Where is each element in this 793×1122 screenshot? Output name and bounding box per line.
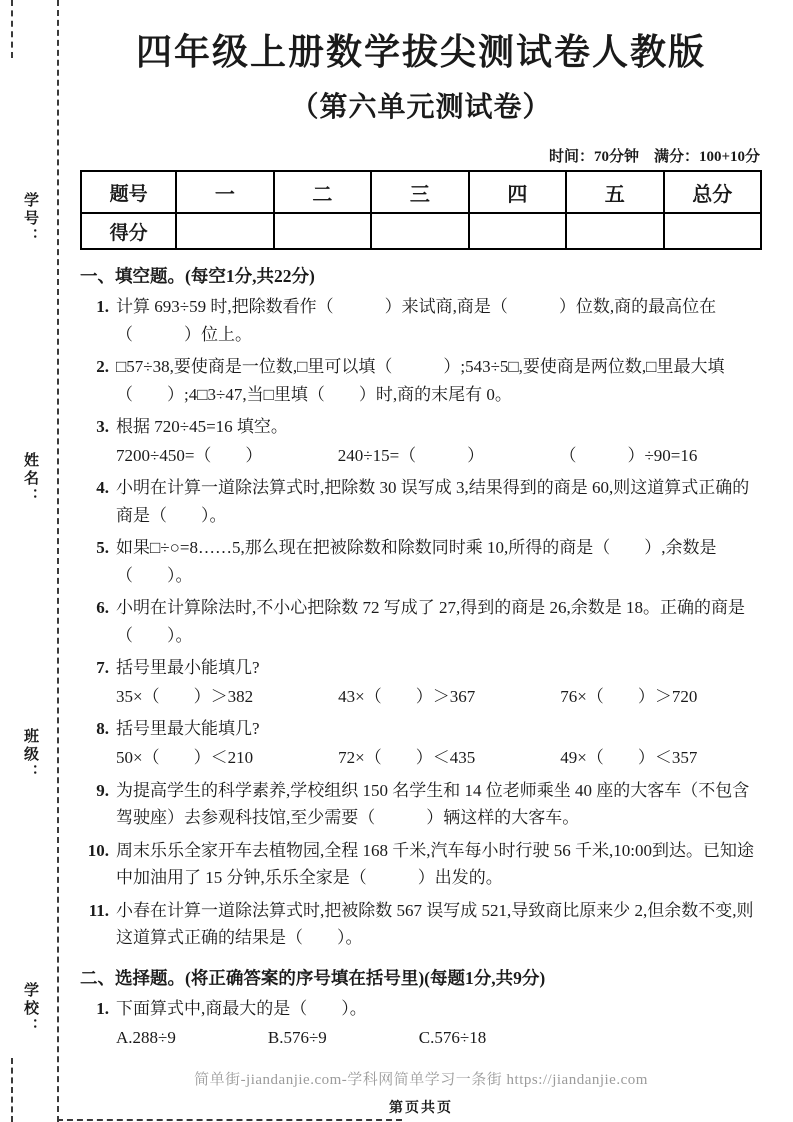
student-name-label: 姓名： (22, 452, 38, 506)
equation-blank: 49×（ ）＜357 (560, 747, 698, 767)
question-text: 小明在计算除法时,不小心把除数 72 写成了 27,得到的商是 26,余数是 18。正确的商是（ ）。 (116, 598, 745, 645)
section2-title: 二、选择题。(将正确答案的序号填在括号里)(每题1分,共9分) (80, 967, 546, 988)
question-text: 小明在计算一道除法算式时,把除数 30 误写成 3,结果得到的商是 60,则这道算式正确的商是（ ）。 (116, 478, 750, 525)
section2-question-1 (80, 995, 762, 1052)
score-cell-empty (274, 213, 371, 249)
question-number: 11. (88, 900, 109, 920)
score-cell-empty (371, 213, 468, 249)
question-text: 小春在计算一道除法算式时,把被除数 567 误写成 521,导致商比原来少 2,但余数不变,则这道算式正确的结果是（ ）。 (116, 900, 754, 948)
score-table-header-cell: 题号 (81, 171, 176, 213)
question-9 (80, 777, 762, 832)
question-text: 下面算式中,商最大的是（ ）。 (116, 998, 367, 1018)
question-8 (80, 715, 762, 771)
equation-blank: 72×（ ）＜435 (338, 747, 476, 767)
score-row-label: 得分 (81, 213, 176, 249)
page-number-label: 第页共页 (389, 1100, 453, 1116)
score-table-header-cell: 四 (469, 171, 566, 213)
score-table-score-row (81, 213, 761, 249)
score-cell-empty (566, 213, 663, 249)
question-text: 计算 693÷59 时,把除数看作（ ）来试商,商是（ ）位数,商的最高位在（ ）位上。 (116, 297, 717, 344)
question-11 (80, 897, 762, 952)
score-table-header-row (81, 171, 761, 213)
choice-option-a: A.288÷9 (116, 1028, 176, 1048)
question-text: 如果□÷○=8……5,那么现在把被除数和除数同时乘 10,所得的商是（ ）,余数是（ ）。 (116, 538, 717, 585)
equation-blank: 7200÷450=（ ） (116, 445, 263, 465)
question-equations-row (116, 442, 697, 470)
question-text: 为提高学生的科学素养,学校组织 150 名学生和 14 位老师乘坐 40 座的大客车（不包含驾驶座）去参观科技馆,至少需要（ ）辆这样的大客车。 (116, 780, 750, 828)
question-number: 4. (96, 478, 109, 498)
paper-title: 四年级上册数学拔尖测试卷人教版 (135, 31, 706, 72)
question-equations-row (116, 683, 697, 711)
question-number: 10. (87, 840, 109, 860)
time-and-score-info: 时间：70分钟 满分：100+10分 (548, 149, 760, 165)
student-class-label: 班级： (22, 728, 38, 782)
choice-option-c: C.576÷18 (418, 1028, 487, 1048)
question-number: 8. (96, 719, 109, 739)
question-number: 2. (96, 357, 109, 377)
equation-blank: 35×（ ）＞382 (116, 686, 254, 706)
student-school-label: 学校： (22, 982, 38, 1036)
student-id-label: 学号： (22, 192, 38, 246)
question-number: 7. (96, 658, 109, 678)
score-cell-empty (176, 213, 273, 249)
question-number: 6. (96, 598, 109, 618)
question-text: 括号里最小能填几? (116, 658, 260, 678)
page-edge-dash-top (11, 0, 13, 58)
question-5 (80, 534, 762, 589)
question-number: 3. (96, 417, 109, 437)
question-number: 1. (96, 998, 109, 1018)
equation-blank: 50×（ ）＜210 (116, 747, 254, 767)
score-table-header-cell: 二 (274, 171, 371, 213)
question-text: □57÷38,要使商是一位数,□里可以填（ ）;543÷5□,要使商是两位数,□里最大填（ ）;4□3÷47,当□里填（ ）时,商的末尾有 0。 (116, 357, 725, 404)
choice-option-b: B.576÷9 (267, 1028, 327, 1048)
score-cell-empty (469, 213, 566, 249)
equation-blank: 43×（ ）＞367 (338, 686, 476, 706)
score-table-header-cell: 总分 (664, 171, 761, 213)
question-10 (80, 837, 762, 892)
choice-options-row (116, 1024, 762, 1052)
question-number: 5. (96, 538, 109, 558)
test-paper-page (76, 0, 776, 1122)
equation-blank: 76×（ ）＞720 (560, 686, 698, 706)
score-table (80, 170, 762, 250)
question-4 (80, 474, 762, 529)
equation-blank: 240÷15=（ ） (337, 445, 485, 465)
score-cell-empty (664, 213, 761, 249)
question-text: 周末乐乐全家开车去植物园,全程 168 千米,汽车每小时行驶 56 千米,10:00到达。已知途中加油用了 15 分钟,乐乐全家是（ ）出发的。 (116, 840, 754, 888)
site-watermark: 简单街-jiandanjie.com-学科网简单学习一条街 https://jiandanjie.com (194, 1071, 648, 1088)
paper-subtitle: （第六单元测试卷） (290, 91, 552, 122)
score-table-header-cell: 三 (371, 171, 468, 213)
question-number: 1. (96, 297, 109, 316)
question-2 (80, 353, 762, 408)
question-7 (80, 654, 762, 710)
score-table-header-cell: 五 (566, 171, 663, 213)
question-text: 根据 720÷45=16 填空。 (116, 417, 288, 437)
question-equations-row (116, 744, 697, 772)
question-number: 9. (96, 780, 109, 800)
page-edge-dash-bottom (11, 1058, 13, 1122)
score-table-header-cell: 一 (176, 171, 273, 213)
equation-blank: （ ）÷90=16 (559, 445, 698, 465)
question-text: 括号里最大能填几? (116, 719, 260, 739)
section1-title: 一、填空题。(每空1分,共22分) (80, 266, 315, 286)
question-6 (80, 594, 762, 649)
binding-dashed-line (57, 0, 59, 1122)
question-1 (80, 293, 762, 348)
question-3 (80, 413, 762, 469)
